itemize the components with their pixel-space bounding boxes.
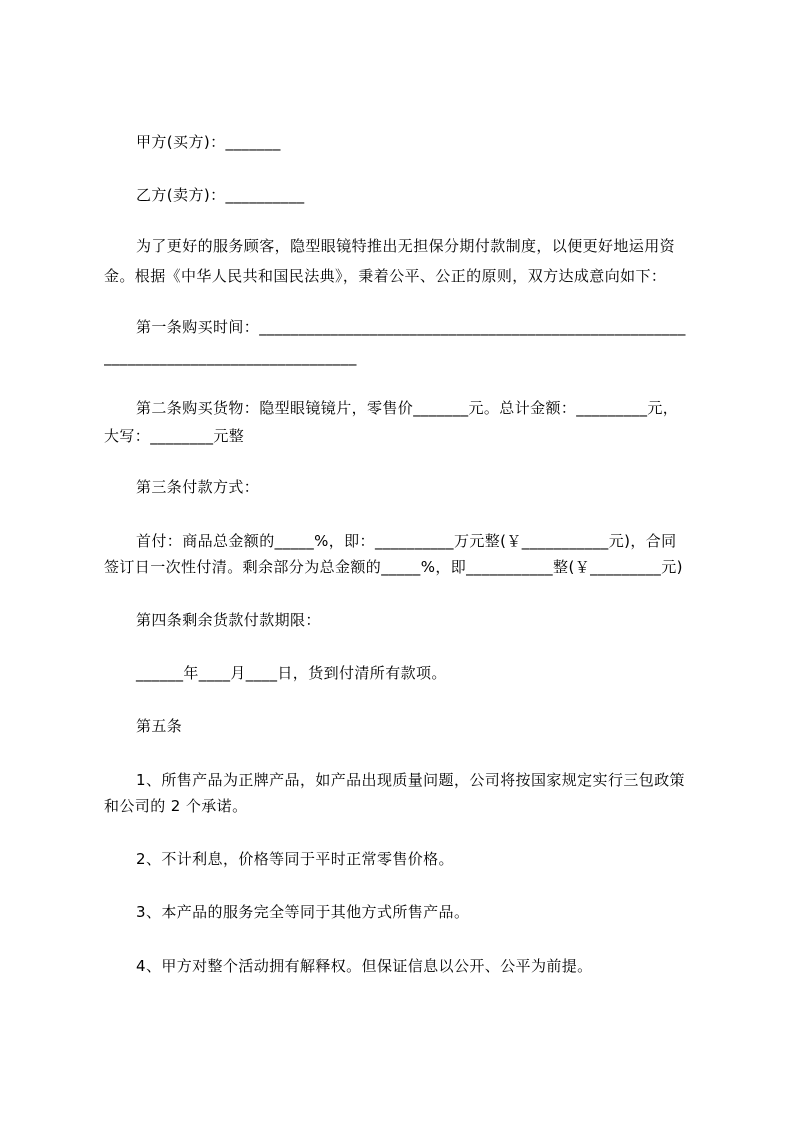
article-5-item-3: 3、本产品的服务完全等同于其他方式所售产品。 [136,903,470,921]
article-3-line-1: 首付：商品总金额的_____%，即：__________万元整(￥___________元)，合同 [136,532,677,550]
article-3-line-2: 签订日一次性付清。剩余部分为总金额的_____%，即___________整(￥_________元) [104,558,683,576]
party-b-line: 乙方(卖方)：__________ [136,186,305,204]
party-a-line: 甲方(买方)：_______ [136,133,281,151]
article-5-title: 第五条 [136,717,183,735]
article-4-title: 第四条剩余货款付款期限： [136,611,321,629]
article-1-line-2: ________________________________ [104,348,357,366]
article-3-title: 第三条付款方式： [136,478,260,496]
article-5-item-1-line-1: 1、所售产品为正牌产品，如产品出现质量问题，公司将按国家规定实行三包政策 [136,771,685,789]
article-4-deadline: ______年____月____日，货到付清所有款项。 [136,664,447,682]
article-5-item-1-line-2: 和公司的 2 个承诺。 [104,797,248,815]
article-5-item-4: 4、甲方对整个活动拥有解释权。但保证信息以公开、公平为前提。 [136,957,593,975]
article-1-line-1: 第一条购买时间：______________________________________________________ [136,318,686,336]
intro-paragraph-line-1: 为了更好的服务顾客，隐型眼镜特推出无担保分期付款制度，以便更好地运用资 [136,237,676,255]
article-2-line-1: 第二条购买货物：隐型眼镜镜片，零售价_______元。总计金额：_________元， [136,399,679,417]
article-5-item-2: 2、不计利息，价格等同于平时正常零售价格。 [136,850,454,868]
article-2-line-2: 大写：________元整 [104,427,245,445]
intro-paragraph-line-2: 金。根据《中华人民共和国民法典》，秉着公平、公正的原则，双方达成意向如下： [104,267,667,285]
